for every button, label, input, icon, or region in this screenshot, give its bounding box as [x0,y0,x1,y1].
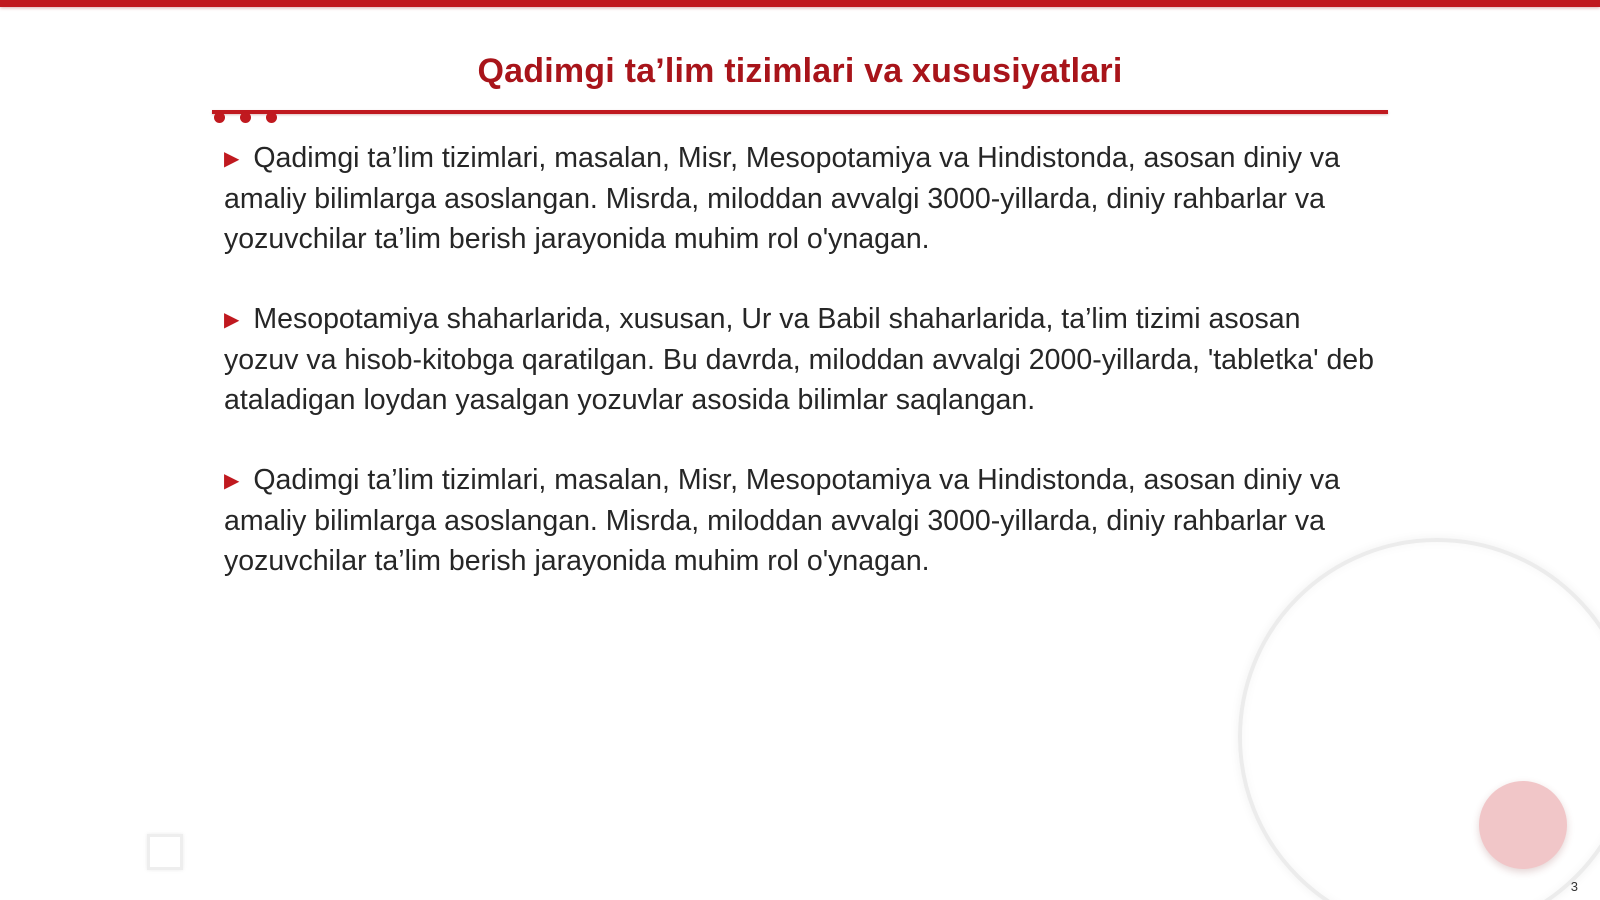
page-number: 3 [1570,879,1578,894]
bullet-text-1: Qadimgi ta’lim tizimlari, masalan, Misr, Mesopotamiya va Hindistonda, asosan diniy va amaliy bilimlarga asoslangan. Misrda, miloddan avvalgi 3000-yillarda, diniy rahbarlar va yozuvchilar ta’lim berish jarayonida muhim rol o'ynagan. [224,142,1340,255]
triangle-bullet-icon: ▶ [224,148,240,170]
underline-dot-2 [240,112,251,123]
decorative-square [147,834,183,870]
triangle-bullet-icon: ▶ [224,309,240,331]
decorative-pink-circle [1479,781,1567,869]
bullet-text-3: Qadimgi ta’lim tizimlari, masalan, Misr, Mesopotamiya va Hindistonda, asosan diniy va amaliy bilimlarga asoslangan. Misrda, miloddan avvalgi 3000-yillarda, diniy rahbarlar va yozuvchilar ta’lim berish jarayonida muhim rol o'ynagan. [224,464,1340,577]
top-accent-bar [0,0,1600,7]
underline-dot-3 [266,112,277,123]
bullet-list [224,138,1374,621]
bullet-item-3 [224,460,1374,581]
bullet-text-2: Mesopotamiya shaharlarida, xususan, Ur va Babil shaharlarida, ta’lim tizimi asosan yozuv va hisob-kitobga qaratilgan. Bu davrda, miloddan avvalgi 2000-yillarda, 'tabletka' deb ataladigan loydan yasalgan yozuvlar asosida bilimlar saqlangan. [224,303,1374,416]
bullet-item-2 [224,299,1374,420]
title-underline [212,110,1388,114]
slide-title: Qadimgi ta’lim tizimlari va xususiyatlari [477,52,1123,90]
bullet-item-1 [224,138,1374,259]
underline-dot-1 [214,112,225,123]
triangle-bullet-icon: ▶ [224,470,240,492]
